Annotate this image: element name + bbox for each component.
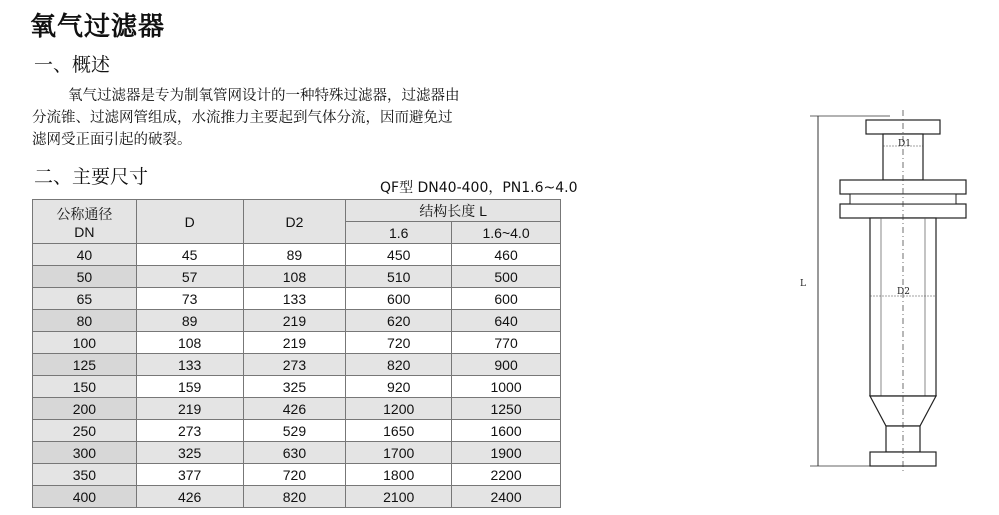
cell-length-pn-high: 500 [452,266,561,288]
table-row [33,266,561,288]
cell-dn: 350 [33,464,137,486]
cell-length-pn-low: 1650 [346,420,452,442]
overview-line-1: 氧气过滤器是专为制氧管网设计的一种特殊过滤器，过滤器由 [68,88,460,104]
overview-line-2: 分流锥、过滤网管组成，水流推力主要起到气体分流，因而避免过 [32,110,453,126]
cell-length-pn-low: 600 [346,288,452,310]
filter-drawing [770,100,980,480]
cell-length-pn-low: 1800 [346,464,452,486]
section-dimensions-heading: 二、主要尺寸 [34,166,149,188]
table-row [33,354,561,376]
cell-length-pn-low: 720 [346,332,452,354]
label-d2: D2 [897,287,910,297]
cell-dn: 50 [33,266,137,288]
dimensions-table [32,199,561,508]
cell-length-pn-high: 2400 [452,486,561,508]
table-row [33,332,561,354]
cell-d2: 720 [243,464,346,486]
cell-length-pn-high: 2200 [452,464,561,486]
table-row [33,288,561,310]
cell-d: 45 [136,244,243,266]
cell-dn: 400 [33,486,137,508]
label-l: L [800,279,806,289]
cell-dn: 150 [33,376,137,398]
table-row [33,464,561,486]
cell-dn: 40 [33,244,137,266]
cell-d: 73 [136,288,243,310]
cell-d: 325 [136,442,243,464]
cell-d2: 273 [243,354,346,376]
cell-dn: 100 [33,332,137,354]
header-pn-high: 1.6~4.0 [452,222,561,244]
cell-length-pn-high: 640 [452,310,561,332]
cell-d: 89 [136,310,243,332]
cell-d: 108 [136,332,243,354]
cell-d2: 325 [243,376,346,398]
cell-dn: 300 [33,442,137,464]
cell-length-pn-low: 820 [346,354,452,376]
cell-dn: 65 [33,288,137,310]
section-overview-heading: 一、概述 [34,54,111,76]
cell-length-pn-low: 510 [346,266,452,288]
cell-dn: 125 [33,354,137,376]
cell-length-pn-low: 920 [346,376,452,398]
cell-d2: 133 [243,288,346,310]
header-dn-line2: DN [74,223,95,240]
cell-length-pn-high: 600 [452,288,561,310]
header-d2: D2 [243,200,346,244]
cell-length-pn-high: 900 [452,354,561,376]
cell-d2: 219 [243,310,346,332]
cell-d: 159 [136,376,243,398]
cell-d: 273 [136,420,243,442]
cell-length-pn-low: 450 [346,244,452,266]
header-dn [33,200,137,244]
header-length: 结构长度 L [346,200,561,222]
model-spec: QF型 DN40-400，PN1.6~4.0 [380,180,578,196]
cell-length-pn-high: 1000 [452,376,561,398]
table-row [33,398,561,420]
table-row [33,244,561,266]
cell-dn: 80 [33,310,137,332]
table-row [33,442,561,464]
label-d1: D1 [898,139,911,149]
cell-length-pn-low: 1200 [346,398,452,420]
cell-length-pn-high: 770 [452,332,561,354]
cell-d2: 529 [243,420,346,442]
header-d: D [136,200,243,244]
cell-length-pn-high: 1250 [452,398,561,420]
cell-length-pn-high: 1600 [452,420,561,442]
cell-length-pn-low: 2100 [346,486,452,508]
table-row [33,376,561,398]
table-row [33,486,561,508]
cell-d2: 426 [243,398,346,420]
cell-d: 377 [136,464,243,486]
cell-d2: 89 [243,244,346,266]
cell-length-pn-high: 460 [452,244,561,266]
cell-d2: 820 [243,486,346,508]
cell-d: 219 [136,398,243,420]
overview-paragraph [32,85,532,151]
overview-line-3: 滤网受正面引起的破裂。 [32,132,192,148]
cell-length-pn-low: 1700 [346,442,452,464]
table-row [33,310,561,332]
cell-dn: 200 [33,398,137,420]
cell-d: 426 [136,486,243,508]
table-body [33,244,561,508]
header-dn-line1: 公称通径 [56,205,113,222]
cell-dn: 250 [33,420,137,442]
cell-d2: 108 [243,266,346,288]
table-row [33,420,561,442]
page-title: 氧气过滤器 [30,12,166,42]
cell-length-pn-high: 1900 [452,442,561,464]
cell-d2: 630 [243,442,346,464]
cell-d2: 219 [243,332,346,354]
cell-length-pn-low: 620 [346,310,452,332]
header-pn-low: 1.6 [346,222,452,244]
cell-d: 57 [136,266,243,288]
cell-d: 133 [136,354,243,376]
